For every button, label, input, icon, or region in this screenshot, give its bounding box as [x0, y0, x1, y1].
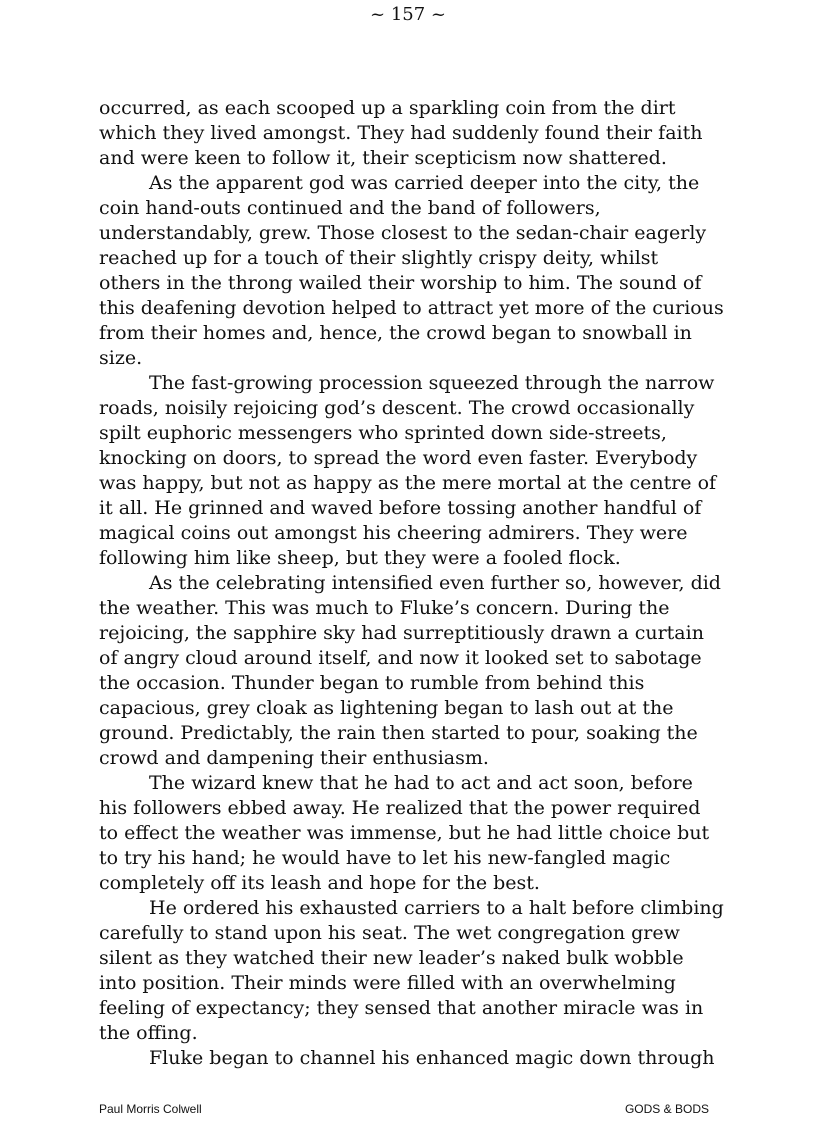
page-number: ~ 157 ~ — [370, 4, 446, 25]
footer-book-title: GODS & BODS — [624, 1102, 709, 1116]
paragraph: He ordered his exhausted carriers to a halt before climbing carefully to stand upon his seat. The wet congregation grew silent as they watched their new leader’s naked bulk wobble into position. Their minds were filled with an overwhelming feeling of expectancy; they sensed that another miracle was in the offing. — [99, 897, 724, 1044]
page-footer — [99, 1101, 709, 1117]
paragraph: As the celebrating intensified even further so, however, did the weather. This was much to Fluke’s concern. During the rejoicing, the sapphire sky had surreptitiously drawn a curtain of angry cloud around itself, and now it looked set to sabotage the occasion. Thunder began to rumble from behind this capacious, grey cloak as lightening began to lash out at the ground. Predictably, the rain then started to pour, soaking the crowd and dampening their enthusiasm. — [99, 572, 721, 769]
paragraph: The wizard knew that he had to act and act soon, before his followers ebbed away. He realized that the power required to effect the weather was immense, but he had little choice but to try his hand; he would have to let his new-fangled magic completely off its leash and hope for the best. — [99, 772, 710, 894]
paragraph: Fluke began to channel his enhanced magic down through — [149, 1047, 715, 1069]
body-text — [99, 96, 724, 1071]
paragraph: The fast-growing procession squeezed through the narrow roads, noisily rejoicing god’s descent. The crowd occasionally spilt euphoric messengers who sprinted down side-streets, knocking on doors, to spread the word even faster. Everybody was happy, but not as happy as the mere mortal at the centre of it all. He grinned and waved before tossing another handful of magical coins out amongst his cheering admirers. They were following him like sheep, but they were a fooled flock. — [99, 372, 717, 569]
paragraph: As the apparent god was carried deeper into the city, the coin hand-outs continued and the band of followers, understandably, grew. Those closest to the sedan-chair eagerly reached up for a touch of their slightly crispy deity, whilst others in the throng wailed their worship to him. The sound of this deafening devotion helped to attract yet more of the curious from their homes and, hence, the crowd began to snowball in size. — [99, 172, 724, 369]
paragraph-continued: occurred, as each scooped up a sparkling coin from the dirt which they lived amongst. They had suddenly found their faith and were keen to follow it, their scepticism now shattered. — [99, 97, 703, 169]
footer-author: Paul Morris Colwell — [99, 1102, 202, 1116]
